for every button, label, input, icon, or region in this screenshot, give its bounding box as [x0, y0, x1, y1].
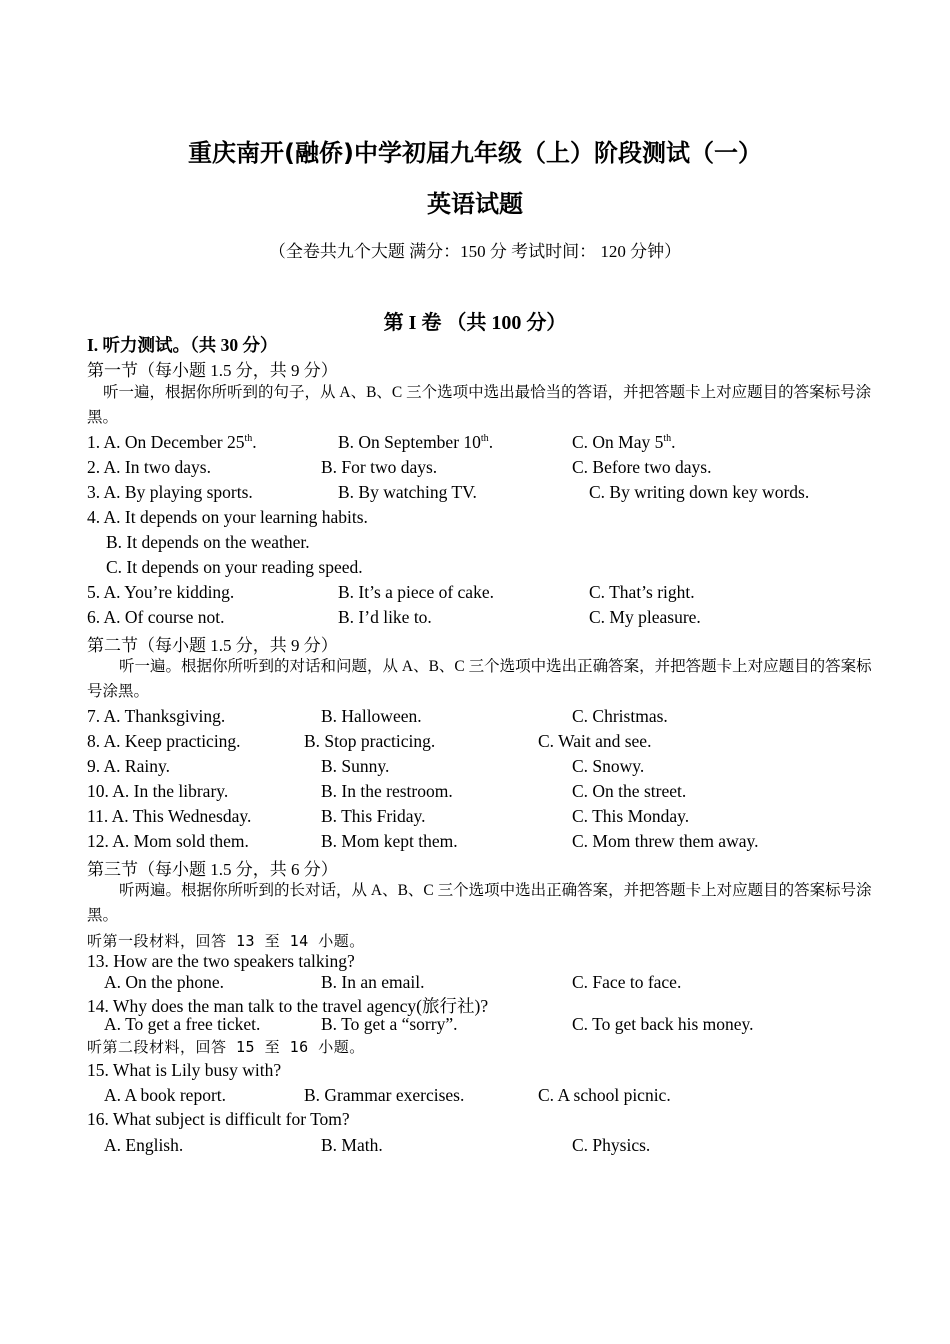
q5-option-b: B. It’s a piece of cake. — [338, 582, 494, 602]
q3-option-a: 3. A. By playing sports. — [87, 482, 253, 502]
q13-option-b: B. In an email. — [321, 972, 425, 992]
q5-option-c: C. That’s right. — [589, 582, 695, 602]
q12-option-a: 12. A. Mom sold them. — [87, 831, 249, 851]
q1-option-b: B. On September 10th. — [338, 432, 494, 452]
q15-option-c: C. A school picnic. — [538, 1085, 671, 1105]
q10-option-c: C. On the street. — [572, 781, 687, 801]
q16-option-c: C. Physics. — [572, 1135, 651, 1155]
listening-heading: I. 听力测试。（共 30 分） — [87, 335, 278, 355]
q9-option-a: 9. A. Rainy. — [87, 756, 170, 776]
q16-option-b: B. Math. — [321, 1135, 383, 1155]
material1-note: 听第一段材料，回答 13 至 14 小题。 — [87, 932, 365, 950]
q5-option-a: 5. A. You’re kidding. — [87, 582, 235, 602]
q12-option-b: B. Mom kept them. — [321, 831, 458, 851]
q13-question: 13. How are the two speakers talking? — [87, 951, 355, 971]
q6-option-c: C. My pleasure. — [589, 607, 701, 627]
q13-option-c: C. Face to face. — [572, 972, 682, 992]
section2-title: 第二节（每小题 1.5 分，共 9 分） — [87, 636, 338, 655]
exam-subtitle: 英语试题 — [427, 190, 523, 218]
q15-question: 15. What is Lily busy with? — [87, 1060, 282, 1080]
section1-title: 第一节（每小题 1.5 分，共 9 分） — [87, 361, 338, 380]
q11-option-b: B. This Friday. — [321, 806, 426, 826]
q10-option-a: 10. A. In the library. — [87, 781, 229, 801]
q1-option-c: C. On May 5th. — [572, 432, 676, 452]
q8-option-c: C. Wait and see. — [538, 731, 652, 751]
q13-option-a: A. On the phone. — [104, 972, 225, 992]
q2-option-a: 2. A. In two days. — [87, 457, 211, 477]
q15-option-a: A. A book report. — [104, 1085, 227, 1105]
q8-option-b: B. Stop practicing. — [304, 731, 436, 751]
q10-option-b: B. In the restroom. — [321, 781, 453, 801]
q6-option-b: B. I’d like to. — [338, 607, 432, 627]
section3-instructions: 听两遍。根据你所听到的长对话，从 A、B、C 三个选项中选出正确答案，并把答题卡上对应题目的答案标号涂黑。 — [87, 882, 872, 924]
section3-title: 第三节（每小题 1.5 分，共 6 分） — [87, 860, 338, 879]
q11-option-c: C. This Monday. — [572, 806, 690, 826]
q2-option-b: B. For two days. — [321, 457, 438, 477]
q7-option-a: 7. A. Thanksgiving. — [87, 706, 226, 726]
q6-option-a: 6. A. Of course not. — [87, 607, 225, 627]
q15-option-b: B. Grammar exercises. — [304, 1085, 465, 1105]
q14-option-b: B. To get a “sorry”. — [321, 1014, 458, 1034]
part-heading: 第 I 卷 （共 100 分） — [383, 312, 567, 334]
exam-info: （全卷共九个大题 满分：150 分 考试时间： 120 分钟） — [268, 242, 682, 261]
q7-option-b: B. Halloween. — [321, 706, 422, 726]
section1-instructions: 听一遍，根据你所听到的句子，从 A、B、C 三个选项中选出最恰当的答语，并把答题卡上对应题目的答案标号涂黑。 — [87, 384, 872, 426]
q3-option-c: C. By writing down key words. — [589, 482, 810, 502]
section2-instructions: 听一遍。根据你所听到的对话和问题，从 A、B、C 三个选项中选出正确答案，并把答题卡上对应题目的答案标号涂黑。 — [87, 658, 872, 700]
q14-option-c: C. To get back his money. — [572, 1014, 754, 1034]
q16-question: 16. What subject is difficult for Tom? — [87, 1109, 350, 1129]
q12-option-c: C. Mom threw them away. — [572, 831, 759, 851]
q4-option-a: 4. A. It depends on your learning habits. — [87, 507, 368, 527]
q9-option-c: C. Snowy. — [572, 756, 645, 776]
q1-option-a: 1. A. On December 25th. — [87, 432, 257, 452]
q8-option-a: 8. A. Keep practicing. — [87, 731, 241, 751]
q11-option-a: 11. A. This Wednesday. — [87, 806, 252, 826]
q9-option-b: B. Sunny. — [321, 756, 390, 776]
q14-option-a: A. To get a free ticket. — [104, 1014, 261, 1034]
q3-option-b: B. By watching TV. — [338, 482, 477, 502]
q2-option-c: C. Before two days. — [572, 457, 712, 477]
q7-option-c: C. Christmas. — [572, 706, 668, 726]
q4-option-c: C. It depends on your reading speed. — [106, 557, 363, 577]
q14-question: 14. Why does the man talk to the travel agency(旅行社)? — [87, 996, 489, 1016]
q16-option-a: A. English. — [104, 1135, 184, 1155]
material2-note: 听第二段材料，回答 15 至 16 小题。 — [87, 1038, 365, 1056]
q4-option-b: B. It depends on the weather. — [106, 532, 310, 552]
exam-title: 重庆南开(融侨)中学初届九年级（上）阶段测试（一） — [188, 139, 762, 167]
